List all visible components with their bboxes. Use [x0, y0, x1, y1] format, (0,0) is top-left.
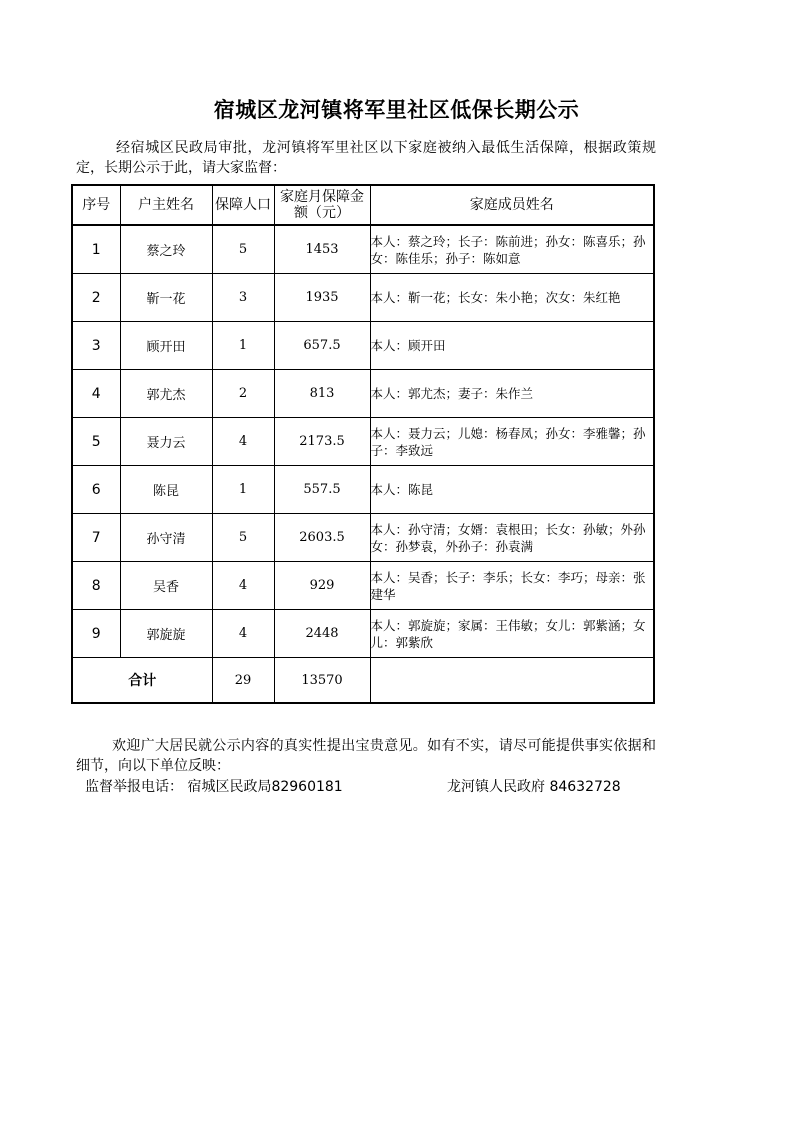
row-covered-people: 4 [212, 418, 274, 466]
row-covered-people: 3 [212, 274, 274, 322]
assistance-table [71, 184, 655, 704]
row-covered-people: 4 [212, 562, 274, 610]
table-row [72, 418, 654, 466]
table-row [72, 370, 654, 418]
row-household-head: 郭旋旋 [120, 610, 212, 658]
table-row [72, 562, 654, 610]
row-household-head: 靳一花 [120, 274, 212, 322]
row-household-head: 顾开田 [120, 322, 212, 370]
row-monthly-amount: 1935 [274, 274, 370, 322]
row-monthly-amount: 557.5 [274, 466, 370, 514]
total-empty-cell [370, 658, 654, 704]
row-monthly-amount: 2173.5 [274, 418, 370, 466]
row-covered-people: 5 [212, 225, 274, 274]
row-household-head: 郭尤杰 [120, 370, 212, 418]
row-seq: 3 [72, 322, 120, 370]
table-row [72, 514, 654, 562]
row-family-members: 本人：郭尤杰；妻子：朱作兰 [370, 370, 654, 418]
header-monthly-amount: 家庭月保障金额（元） [274, 185, 370, 225]
row-seq: 2 [72, 274, 120, 322]
header-seq: 序号 [72, 185, 120, 225]
row-family-members: 本人：郭旋旋；家属：王伟敏；女儿：郭紫涵；女儿：郭紫欣 [370, 610, 654, 658]
row-household-head: 吴香 [120, 562, 212, 610]
row-monthly-amount: 813 [274, 370, 370, 418]
total-label: 合计 [72, 658, 212, 704]
row-seq: 1 [72, 225, 120, 274]
row-covered-people: 5 [212, 514, 274, 562]
row-covered-people: 4 [212, 610, 274, 658]
header-family-members: 家庭成员姓名 [370, 185, 654, 225]
row-family-members: 本人：陈昆 [370, 466, 654, 514]
row-family-members: 本人：聂力云；儿媳：杨春凤；孙女：李雅馨；孙子：李致远 [370, 418, 654, 466]
row-monthly-amount: 929 [274, 562, 370, 610]
row-seq: 9 [72, 610, 120, 658]
civil-affairs-phone: 82960181 [271, 779, 343, 795]
row-covered-people: 1 [212, 322, 274, 370]
row-seq: 4 [72, 370, 120, 418]
table-row [72, 274, 654, 322]
intro-paragraph: 经宿城区民政局审批，龙河镇将军里社区以下家庭被纳入最低生活保障，根据政策规定，长期公示于此，请大家监督： [76, 140, 656, 176]
row-monthly-amount: 657.5 [274, 322, 370, 370]
row-seq: 8 [72, 562, 120, 610]
row-seq: 5 [72, 418, 120, 466]
header-covered-people: 保障人口 [212, 185, 274, 225]
table-row [72, 225, 654, 274]
row-family-members: 本人：顾开田 [370, 322, 654, 370]
table-total-row [72, 658, 654, 704]
contact-label: 监督举报电话： [85, 779, 183, 795]
row-family-members: 本人：孙守清；女婿：袁根田；长女：孙敏；外孙女：孙梦袁，外孙子：孙袁满 [370, 514, 654, 562]
row-family-members: 本人：靳一花；长女：朱小艳；次女：朱红艳 [370, 274, 654, 322]
table-row [72, 322, 654, 370]
total-covered-people: 29 [212, 658, 274, 704]
table-row [72, 466, 654, 514]
row-covered-people: 2 [212, 370, 274, 418]
row-household-head: 聂力云 [120, 418, 212, 466]
document-title: 宿城区龙河镇将军里社区低保长期公示 [213, 97, 580, 122]
total-monthly-amount: 13570 [274, 658, 370, 704]
civil-affairs-unit: 宿城区民政局 [187, 779, 272, 795]
town-government-phone: 84632728 [549, 779, 621, 795]
row-covered-people: 1 [212, 466, 274, 514]
row-household-head: 陈昆 [120, 466, 212, 514]
contact-civil-affairs [85, 776, 343, 796]
row-seq: 6 [72, 466, 120, 514]
row-household-head: 蔡之玲 [120, 225, 212, 274]
table-header-row [72, 185, 654, 225]
row-family-members: 本人：吴香；长子：李乐；长女：李巧；母亲：张建华 [370, 562, 654, 610]
row-household-head: 孙守清 [120, 514, 212, 562]
row-family-members: 本人：蔡之玲；长子：陈前进；孙女：陈喜乐；孙女：陈佳乐；孙子：陈如意 [370, 225, 654, 274]
contact-town-government [447, 776, 621, 796]
closing-paragraph: 欢迎广大居民就公示内容的真实性提出宝贵意见。如有不实，请尽可能提供事实依据和细节，向以下单位反映： [76, 738, 656, 774]
header-household-head: 户主姓名 [120, 185, 212, 225]
table-row [72, 610, 654, 658]
town-government-unit: 龙河镇人民政府 [447, 779, 545, 795]
row-monthly-amount: 1453 [274, 225, 370, 274]
row-monthly-amount: 2448 [274, 610, 370, 658]
row-monthly-amount: 2603.5 [274, 514, 370, 562]
row-seq: 7 [72, 514, 120, 562]
